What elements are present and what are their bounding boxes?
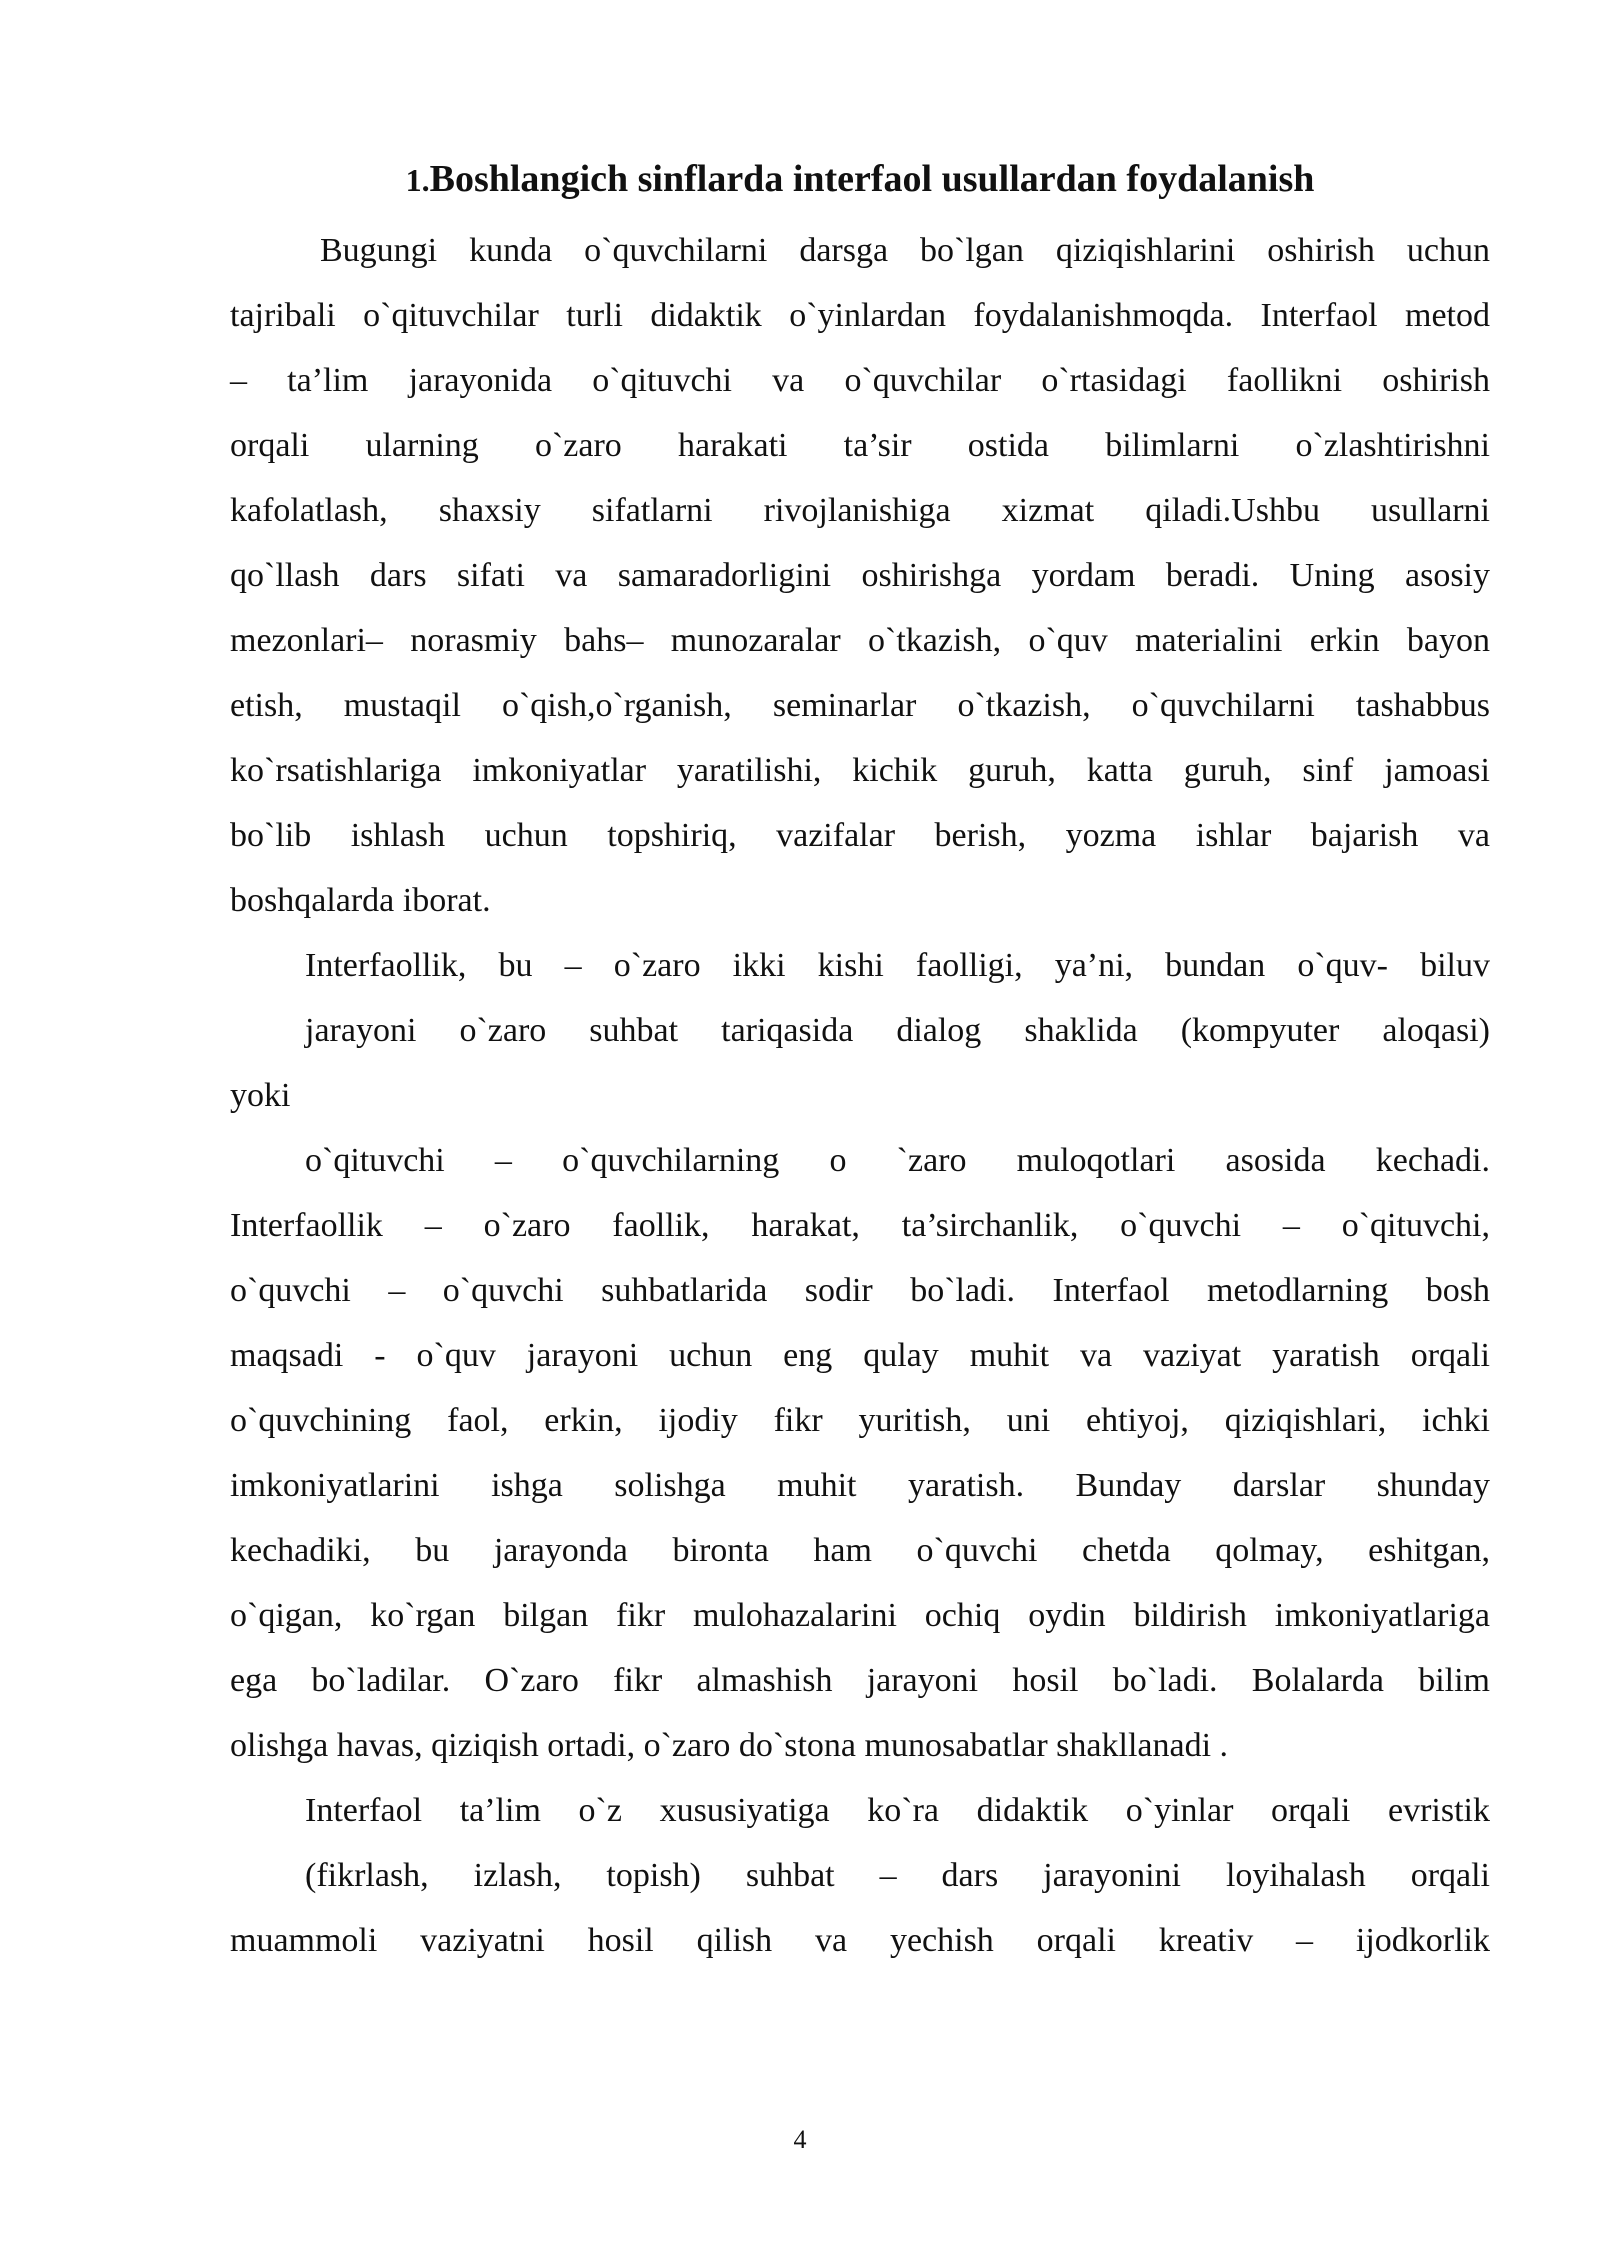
paragraph-line: muammoli vaziyatni hosil qilish va yechish orqali kreativ – ijodkorlik	[230, 1922, 1490, 1959]
paragraph-line: etish, mustaqil o`qish,o`rganish, seminarlar o`tkazish, o`quvchilarni tashabbus	[230, 687, 1490, 724]
paragraph-line: jarayoni o`zaro suhbat tariqasida dialog shaklida (kompyuter aloqasi)	[305, 1012, 1490, 1049]
paragraph-line: bo`lib ishlash uchun topshiriq, vazifalar berish, yozma ishlar bajarish va	[230, 817, 1490, 854]
paragraph-line: maqsadi - o`quv jarayoni uchun eng qulay muhit va vaziyat yaratish orqali	[230, 1337, 1490, 1374]
paragraph-line: boshqalarda iborat.	[230, 882, 491, 919]
paragraph-line: mezonlari– norasmiy bahs– munozaralar o`tkazish, o`quv materialini erkin bayon	[230, 622, 1490, 659]
paragraph-line: kechadiki, bu jarayonda bironta ham o`quvchi chetda qolmay, eshitgan,	[230, 1532, 1490, 1569]
paragraph-line: (fikrlash, izlash, topish) suhbat – dars jarayonini loyihalash orqali	[305, 1857, 1490, 1894]
paragraph-line: o`quvchining faol, erkin, ijodiy fikr yuritish, uni ehtiyoj, qiziqishlari, ichki	[230, 1402, 1490, 1439]
paragraph-line: o`qituvchi – o`quvchilarning o `zaro muloqotlari asosida kechadi.	[305, 1142, 1490, 1179]
paragraph-line: tajribali o`qituvchilar turli didaktik o`yinlardan foydalanishmoqda. Interfaol metod	[230, 297, 1490, 334]
paragraph-line: yoki	[230, 1077, 291, 1114]
paragraph-line: o`qigan, ko`rgan bilgan fikr mulohazalarini ochiq oydin bildirish imkoniyatlariga	[230, 1597, 1490, 1634]
paragraph-line: Interfaollik – o`zaro faollik, harakat, ta’sirchanlik, o`quvchi – o`qituvchi,	[230, 1207, 1490, 1244]
paragraph-line: Interfaol ta’lim o`z xususiyatiga ko`ra didaktik o`yinlar orqali evristik	[305, 1792, 1490, 1829]
paragraph-line: imkoniyatlarini ishga solishga muhit yaratish. Bunday darslar shunday	[230, 1467, 1490, 1504]
paragraph-line: qo`llash dars sifati va samaradorligini oshirishga yordam beradi. Uning asosiy	[230, 557, 1490, 594]
page-number: 4	[793, 2125, 807, 2154]
paragraph-line: ega bo`ladilar. O`zaro fikr almashish jarayoni hosil bo`ladi. Bolalarda bilim	[230, 1662, 1490, 1699]
section-title	[230, 152, 1490, 207]
section-number: 1.	[405, 162, 430, 198]
paragraph-line: olishga havas, qiziqish ortadi, o`zaro do`stona munosabatlar shakllanadi .	[230, 1727, 1229, 1764]
paragraph-line: o`quvchi – o`quvchi suhbatlarida sodir bo`ladi. Interfaol metodlarning bosh	[230, 1272, 1490, 1309]
paragraph-line: – ta’lim jarayonida o`qituvchi va o`quvchilar o`rtasidagi faollikni oshirish	[230, 362, 1490, 399]
paragraph-line: kafolatlash, shaxsiy sifatlarni rivojlanishiga xizmat qiladi.Ushbu usullarni	[230, 492, 1490, 529]
paragraph-line: ko`rsatishlariga imkoniyatlar yaratilishi, kichik guruh, katta guruh, sinf jamoasi	[230, 752, 1490, 789]
section-title-text: Boshlangich sinflarda interfaol usullardan foydalanish	[429, 158, 1315, 200]
paragraph-line: Interfaollik, bu – o`zaro ikki kishi faolligi, ya’ni, bundan o`quv- biluv	[305, 947, 1490, 984]
paragraph-line: Bugungi kunda o`quvchilarni darsga bo`lgan qiziqishlarini oshirish uchun	[320, 232, 1490, 269]
paragraph-line: orqali ularning o`zaro harakati ta’sir ostida bilimlarni o`zlashtirishni	[230, 427, 1490, 464]
